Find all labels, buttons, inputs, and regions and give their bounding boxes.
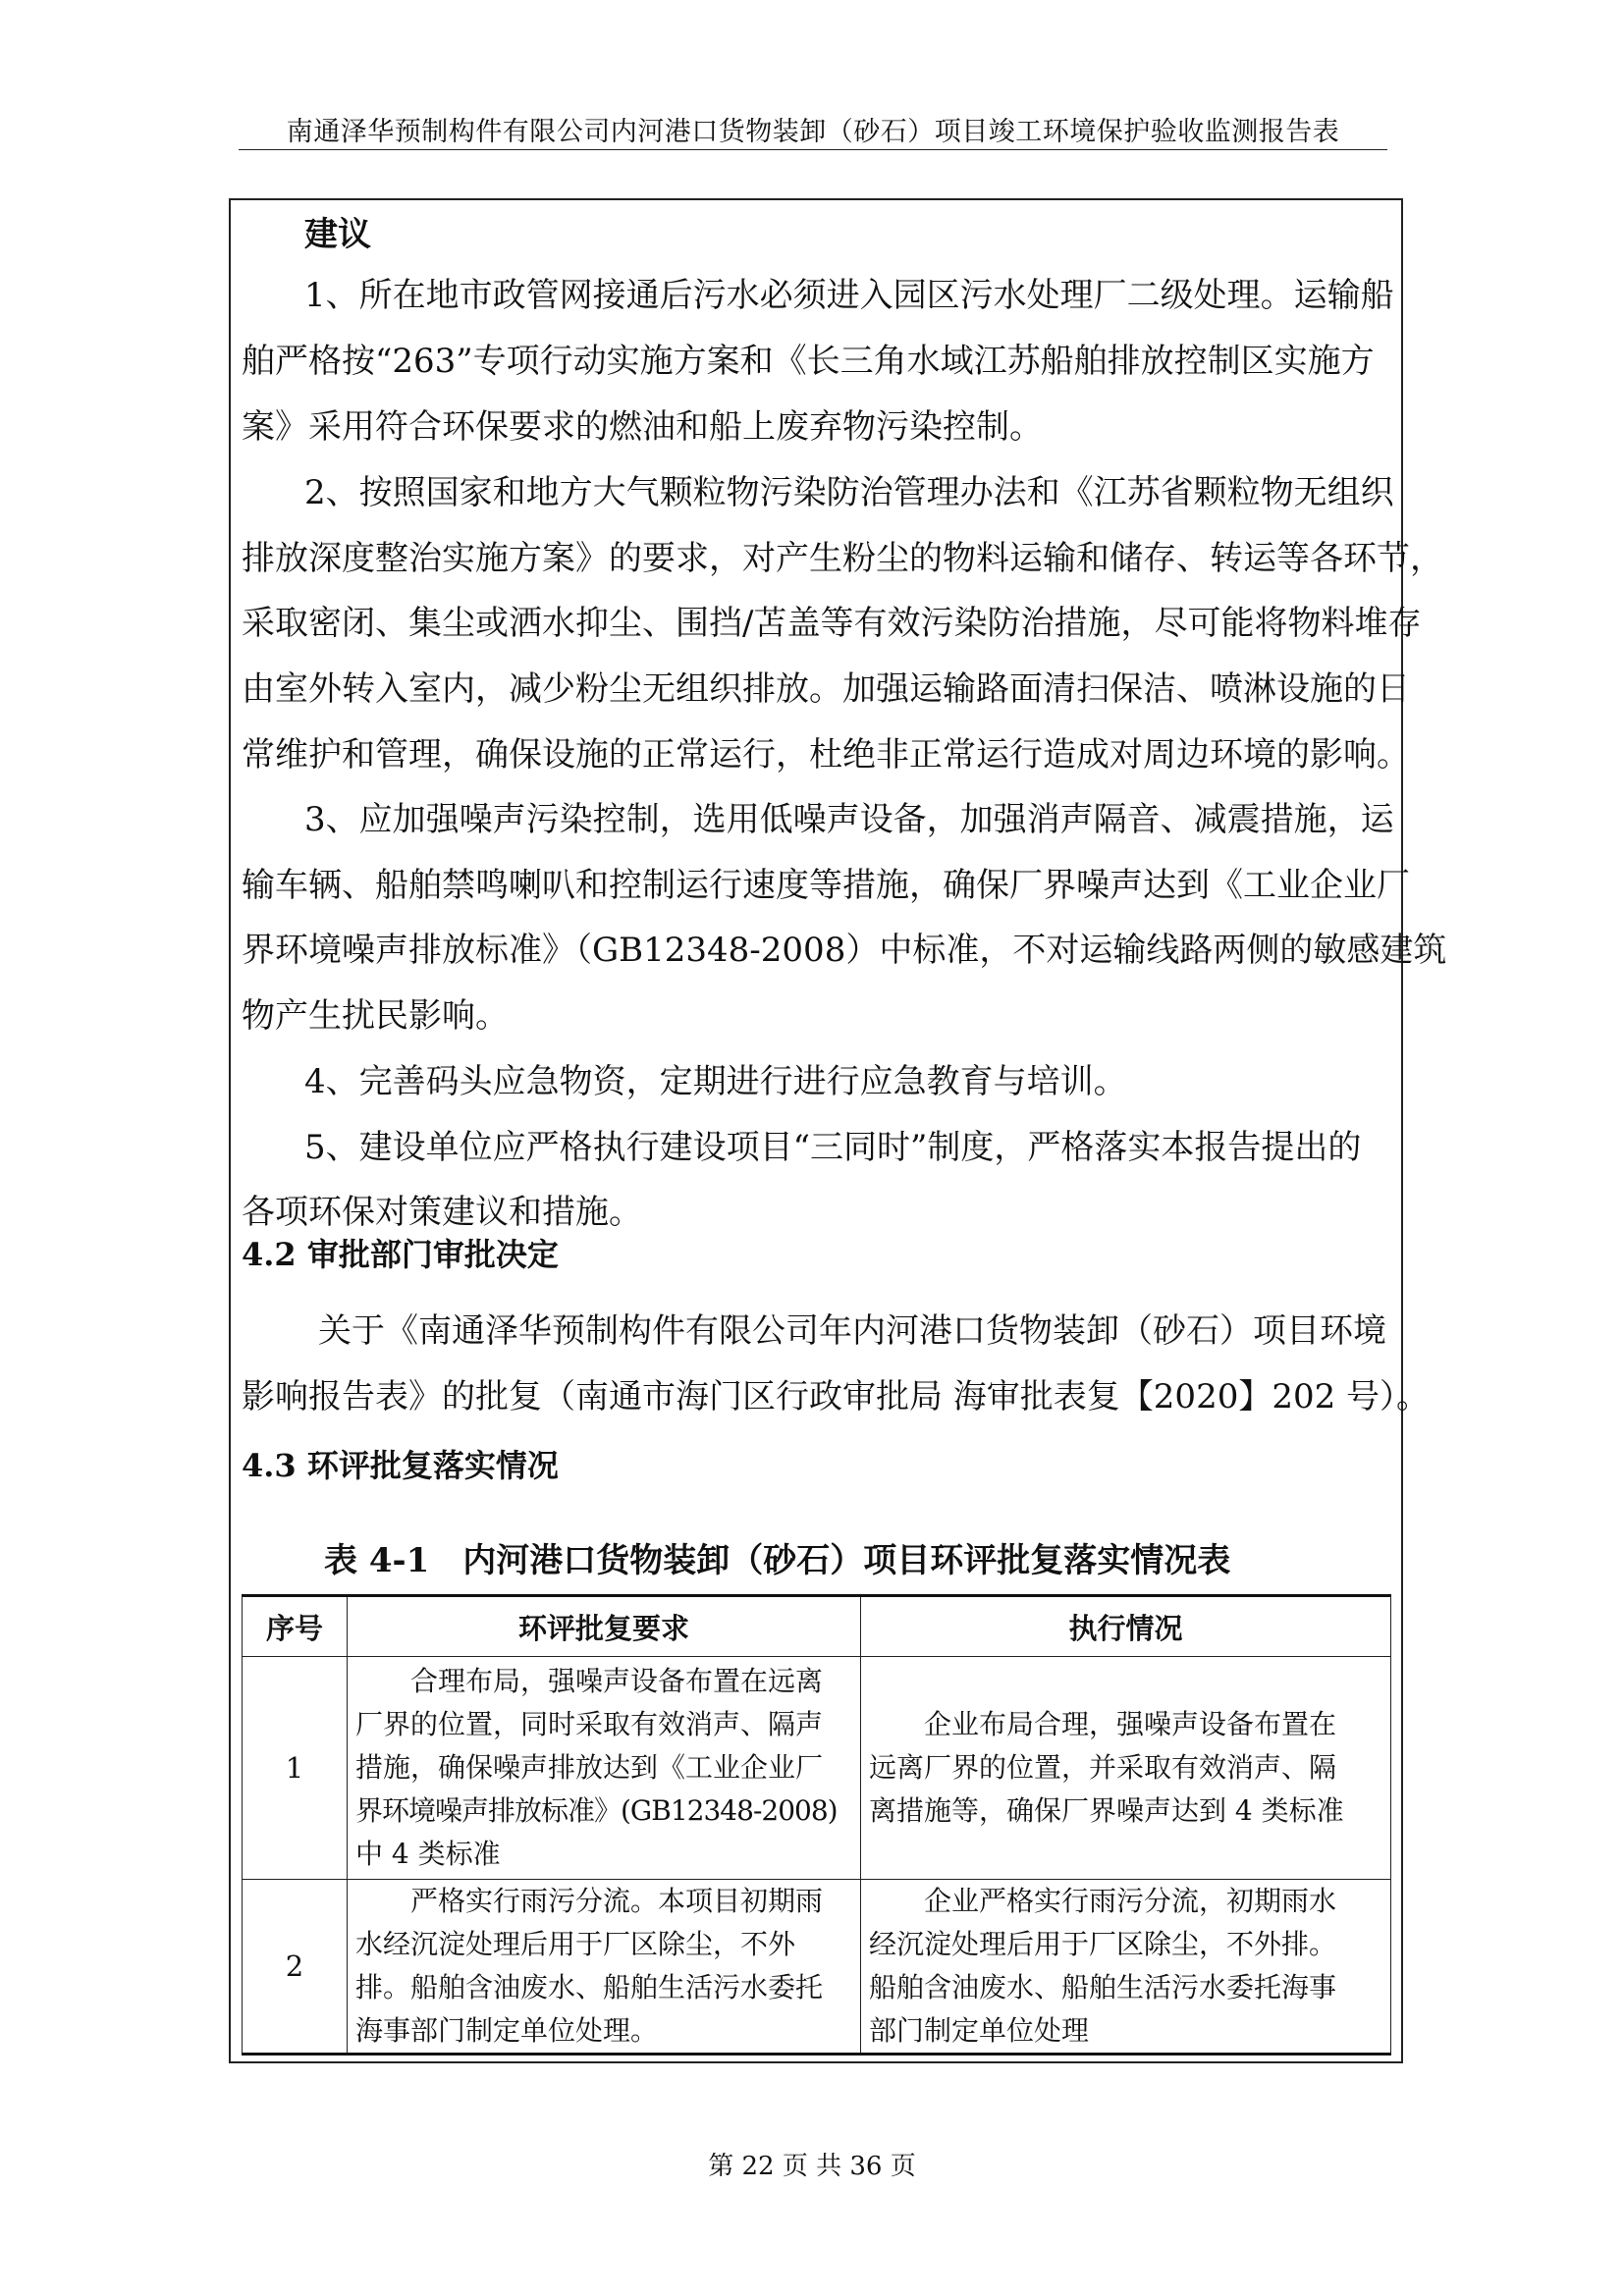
column-header-no: 序号	[243, 1596, 348, 1657]
suggestion-line: 舶严格按“263”专项行动实施方案和《长三角水域江苏船舶排放控制区实施方	[242, 342, 1375, 381]
table-row	[243, 1880, 1391, 2055]
approval-line: 影响报告表》的批复（南通市海门区行政审批局 海审批表复【2020】202 号）。	[242, 1377, 1431, 1416]
suggestion-line: 由室外转入室内，减少粉尘无组织排放。加强运输路面清扫保洁、喷淋设施的日	[242, 669, 1410, 709]
approval-line: 关于《南通泽华预制构件有限公司年内河港口货物装卸（砂石）项目环境	[318, 1311, 1386, 1351]
cell-line: 部门制定单位处理	[869, 2014, 1090, 2047]
row-number: 1	[243, 1657, 348, 1880]
cell-line: 中 4 类标准	[355, 1838, 501, 1870]
cell-line: 合理布局，强噪声设备布置在远离	[355, 1665, 824, 1697]
suggestion-line: 排放深度整治实施方案》的要求，对产生粉尘的物料运输和储存、转运等各环节，	[242, 539, 1443, 578]
status-cell	[861, 1880, 1391, 2055]
suggestion-line: 案》采用符合环保要求的燃油和船上废弃物污染控制。	[242, 407, 1043, 447]
row-number: 2	[243, 1880, 348, 2055]
cell-line: 船舶含油废水、船舶生活污水委托海事	[869, 1971, 1337, 2003]
suggestion-line: 常维护和管理，确保设施的正常运行，杜绝非正常运行造成对周边环境的影响。	[242, 735, 1410, 774]
suggestion-line: 5、建设单位应严格执行建设项目“三同时”制度，严格落实本报告提出的	[304, 1128, 1362, 1167]
approval-table	[242, 1594, 1391, 2056]
suggestion-line: 4、完善码头应急物资，定期进行进行应急教育与培训。	[304, 1062, 1127, 1101]
header-rule	[239, 149, 1387, 150]
cell-line: 经沉淀处理后用于厂区除尘，不外排。	[869, 1928, 1337, 1960]
running-header: 南通泽华预制构件有限公司内河港口货物装卸（砂石）项目竣工环境保护验收监测报告表	[286, 117, 1340, 147]
column-header-status: 执行情况	[861, 1596, 1391, 1657]
suggestion-line: 2、按照国家和地方大气颗粒物污染防治管理办法和《江苏省颗粒物无组织	[304, 473, 1394, 512]
table-row	[243, 1657, 1391, 1880]
table-header-row	[243, 1596, 1391, 1657]
section-4-3-heading: 4.3 环评批复落实情况	[242, 1447, 559, 1484]
suggestion-line: 物产生扰民影响。	[242, 996, 509, 1036]
cell-line: 企业布局合理，强噪声设备布置在	[869, 1708, 1337, 1740]
cell-line: 企业严格实行雨污分流，初期雨水	[869, 1885, 1337, 1917]
suggestion-line: 界环境噪声排放标准》（GB12348-2008）中标准，不对运输线路两侧的敏感建筑	[242, 931, 1447, 970]
suggestion-line: 1、所在地市政管网接通后污水必须进入园区污水处理厂二级处理。运输船	[304, 276, 1394, 315]
cell-line: 措施，确保噪声排放达到《工业企业厂	[355, 1751, 824, 1784]
suggestion-line: 采取密闭、集尘或洒水抑尘、围挡/苫盖等有效污染防治措施，尽可能将物料堆存	[242, 604, 1422, 643]
cell-line: 界环境噪声排放标准》(GB12348-2008)	[355, 1794, 838, 1827]
column-header-requirement: 环评批复要求	[348, 1596, 861, 1657]
cell-line: 厂界的位置，同时采取有效消声、隔声	[355, 1708, 824, 1740]
cell-line: 严格实行雨污分流。本项目初期雨	[355, 1885, 824, 1917]
cell-line: 排。船舶含油废水、船舶生活污水委托	[355, 1971, 824, 2003]
suggestion-line: 输车辆、船舶禁鸣喇叭和控制运行速度等措施，确保厂界噪声达到《工业企业厂	[242, 866, 1410, 905]
table-caption: 表 4-1 内河港口货物装卸（砂石）项目环评批复落实情况表	[324, 1541, 1231, 1580]
section-4-2-heading: 4.2 审批部门审批决定	[242, 1236, 559, 1273]
suggestion-line: 各项环保对策建议和措施。	[242, 1193, 642, 1232]
cell-line: 水经沉淀处理后用于厂区除尘，不外	[355, 1928, 796, 1960]
suggestion-line: 3、应加强噪声污染控制，选用低噪声设备，加强消声隔音、减震措施，运	[304, 800, 1394, 839]
page-number: 第 22 页 共 36 页	[708, 2152, 916, 2181]
status-cell	[861, 1657, 1391, 1880]
requirement-cell	[348, 1880, 861, 2055]
cell-line: 远离厂界的位置，并采取有效消声、隔	[869, 1751, 1337, 1784]
cell-line: 海事部门制定单位处理。	[355, 2014, 659, 2047]
requirement-cell	[348, 1657, 861, 1880]
suggestions-heading: 建议	[304, 215, 371, 254]
cell-line: 离措施等，确保厂界噪声达到 4 类标准	[869, 1794, 1344, 1827]
